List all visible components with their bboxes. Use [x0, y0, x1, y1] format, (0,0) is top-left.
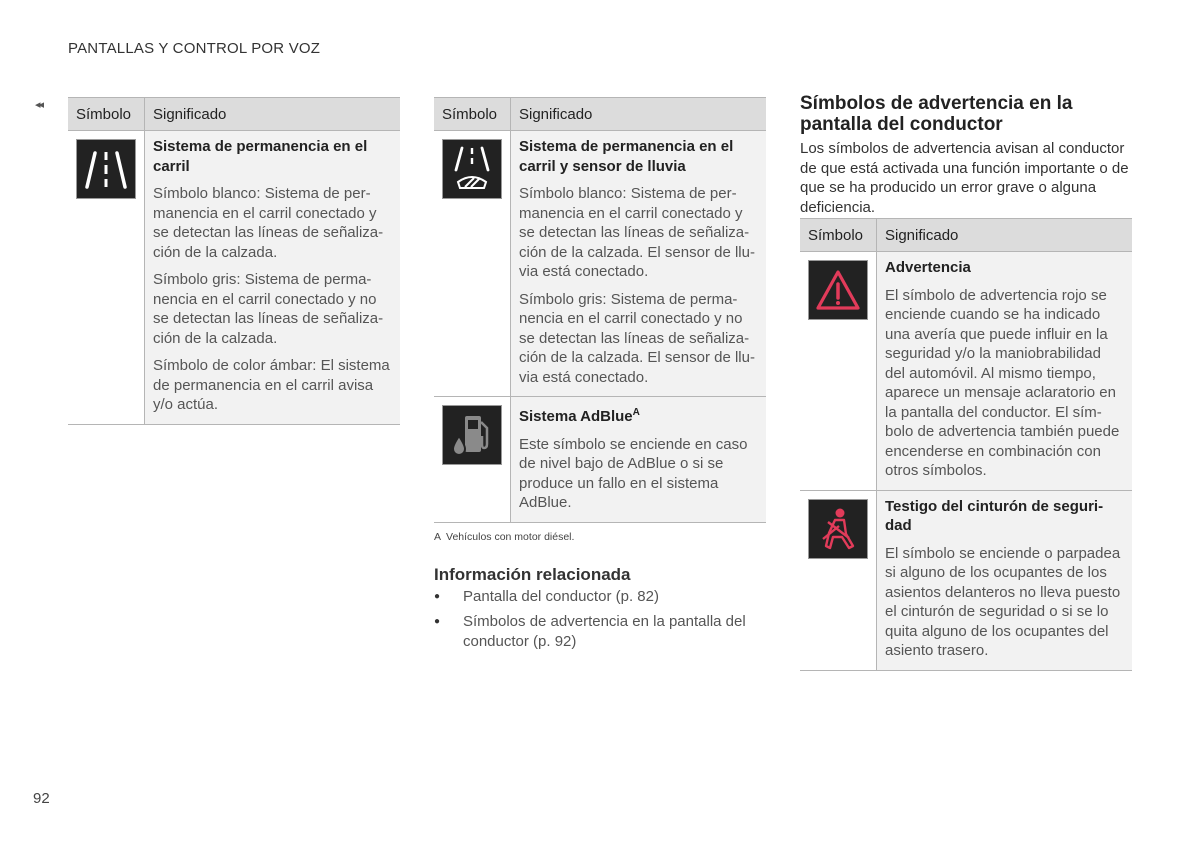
entry-title: Sistema AdBlue$^A$: [519, 407, 640, 425]
entry-paragraph: Símbolo de color ámbar: El sistema de permanencia en el carril avisa y/o actúa.: [153, 357, 390, 413]
symbol-table: [800, 218, 1132, 671]
lane-keeping-rain-sensor-icon: [442, 139, 502, 199]
page-header-title: PANTALLAS Y CONTROL POR VOZ: [68, 40, 321, 57]
table-row: [800, 490, 1132, 670]
related-info-heading: Información relacionada: [434, 564, 631, 584]
lane-keeping-icon: [76, 139, 136, 199]
entry-title: Advertencia: [885, 259, 971, 276]
page-number: 92: [33, 790, 50, 807]
column-3: [800, 93, 1132, 671]
column-1: [68, 97, 400, 425]
entry-paragraph: Este símbolo se enciende en caso de nivel bajo de AdBlue o si se produce un fallo en el sistema AdBlue.: [519, 435, 748, 511]
entry-title: Sistema de permanencia en el carril y sensor de lluvia: [519, 138, 734, 175]
symbol-table: [434, 97, 766, 523]
related-info-list: [434, 587, 766, 652]
footnote: [434, 531, 766, 543]
symbol-column-header: Símbolo: [434, 98, 511, 131]
table-row: [434, 131, 766, 397]
table-row: [68, 131, 400, 425]
footnote-text: Vehículos con motor diésel.: [446, 530, 575, 543]
entry-paragraph: El símbolo se enciende o parpadea si alguno de los ocupantes de los asientos delanteros no lleva puesto el cinturón de seguridad o si se lo quita alguno de los ocupantes del asiento trasero.: [885, 544, 1121, 659]
meaning-column-header: Significado: [145, 98, 401, 131]
entry-paragraph: Símbolo blanco: Sistema de per-manencia en el carril conectado y se detectan las líneas de señaliza-ción de la calzada. El sensor de llu-via está conectado.: [519, 185, 755, 280]
adblue-pump-icon: [442, 405, 502, 465]
back-nav-icon[interactable]: ◂◂: [35, 99, 43, 111]
related-link[interactable]: ● Pantalla del conductor (p. 82): [434, 587, 766, 607]
warning-triangle-icon: [808, 260, 868, 320]
symbol-column-header: Símbolo: [800, 219, 877, 252]
section-intro: Los símbolos de advertencia avisan al conductor de que está activada una función importante o de que se ha producido un error grave o alguna deficiencia.: [800, 140, 1129, 216]
symbol-table: [68, 97, 400, 425]
table-row: [434, 397, 766, 523]
footnote-mark: A: [434, 530, 442, 543]
footnote-ref: A: [632, 407, 640, 418]
table-row: [800, 252, 1132, 491]
entry-paragraph: Símbolo gris: Sistema de perma-nencia en el carril conectado y no se detectan las líneas de señaliza-ción de la calzada. El sensor de llu-via está conectado.: [519, 290, 755, 386]
section-heading: Símbolos de advertencia en la pantalla del conductor: [800, 93, 1073, 135]
entry-paragraph: El símbolo de advertencia rojo se enciende cuando se ha indicado una avería que puede influir en la seguridad y/o la maniobrabilidad del automóvil. Al mismo tiempo, aparece un mensaje aclaratorio en la pantalla del conductor. El sím-bolo de advertencia también puede encenderse en combinación con otros símbolos.: [885, 286, 1120, 479]
entry-title: Sistema de permanencia en el carril: [153, 138, 368, 175]
entry-paragraph: Símbolo blanco: Sistema de per-manencia en el carril conectado y se detectan las líneas de señaliza-ción de la calzada.: [153, 185, 384, 261]
symbol-column-header: Símbolo: [68, 98, 145, 131]
meaning-column-header: Significado: [877, 219, 1133, 252]
entry-title: Testigo del cinturón de seguri-dad: [885, 497, 1104, 534]
related-link[interactable]: ● Símbolos de advertencia en la pantalla del conductor (p. 92): [434, 612, 766, 651]
seatbelt-reminder-icon: [808, 499, 868, 559]
meaning-column-header: Significado: [511, 98, 767, 131]
column-2: [434, 97, 766, 657]
entry-paragraph: Símbolo gris: Sistema de perma-nencia en el carril conectado y no se detectan las líneas de señaliza-ción de la calzada.: [153, 271, 384, 347]
